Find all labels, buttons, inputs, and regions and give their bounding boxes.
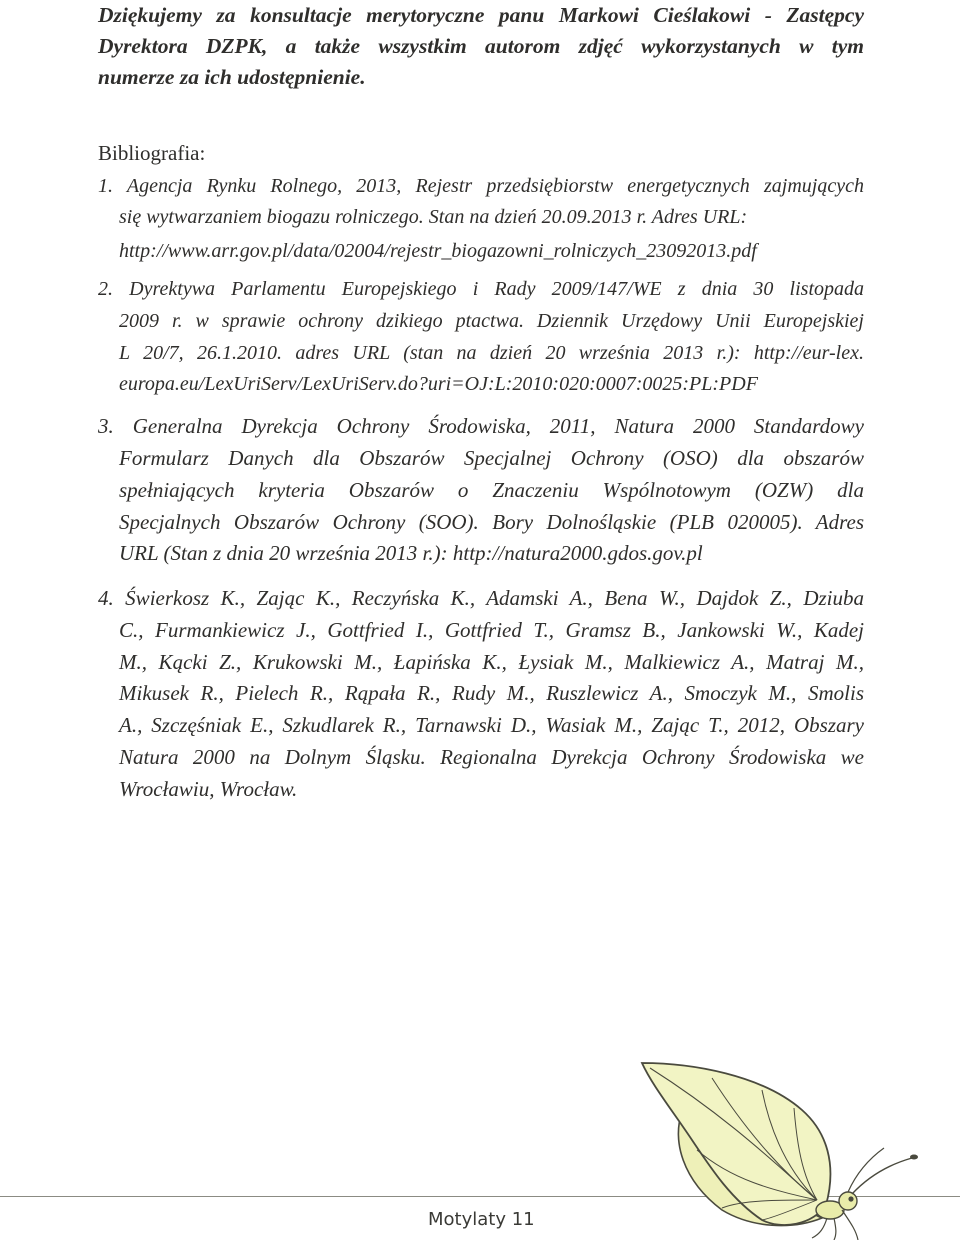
bibliography-entry-1-line: się wytwarzaniem biogazu rolniczego. Stan na dzień 20.09.2013 r. Adres URL: <box>119 206 748 228</box>
butterfly-illustration <box>612 1060 960 1240</box>
bibliography-entry-4-line: 4. Świerkosz K., Zając K., Reczyńska K., Adamski A., Bena W., Dajdok Z., Dziuba <box>98 586 864 610</box>
bibliography-entry-1-url[interactable]: http://www.arr.gov.pl/data/02004/rejestr_biogazowni_rolniczych_23092013.pdf <box>119 240 757 262</box>
bibliography-entry-3-url[interactable]: URL (Stan z dnia 20 września 2013 r.): http://natura2000.gdos.gov.pl <box>119 541 703 565</box>
bibliography-heading: Bibliografia: <box>98 141 206 165</box>
bibliography-entry-3-line: Specjalnych Obszarów Ochrony (SOO). Bory Dolnośląskie (PLB 020005). Adres <box>119 510 864 534</box>
bibliography-entry-1-line: 1. Agencja Rynku Rolnego, 2013, Rejestr przedsiębiorstw energetycznych zajmujących <box>98 175 864 197</box>
footer-page-label: Motylaty 11 <box>428 1209 535 1230</box>
bibliography-entry-4-line: Natura 2000 na Dolnym Śląsku. Regionalna Dyrekcja Ochrony Środowiska we <box>119 745 864 769</box>
bibliography-entry-4-line: C., Furmankiewicz J., Gottfried I., Gottfried T., Gramsz B., Jankowski W., Kadej <box>119 618 864 642</box>
bibliography-entry-2-line: 2009 r. w sprawie ochrony dzikiego ptactwa. Dziennik Urzędowy Unii Europejskiej <box>119 310 864 332</box>
bibliography-entry-2-url[interactable]: europa.eu/LexUriServ/LexUriServ.do?uri=OJ:L:2010:020:0007:0025:PL:PDF <box>119 373 758 395</box>
acknowledgement-line: Dyrektora DZPK, a także wszystkim autorom zdjęć wykorzystanych w tym <box>98 34 864 58</box>
bibliography-entry-2-line: 2. Dyrektywa Parlamentu Europejskiego i Rady 2009/147/WE z dnia 30 listopada <box>98 278 864 300</box>
bibliography-entry-4-line: Wrocławiu, Wrocław. <box>119 777 298 801</box>
bibliography-entry-3-line: Formularz Danych dla Obszarów Specjalnej Ochrony (OSO) dla obszarów <box>119 446 864 470</box>
acknowledgement-line: Dziękujemy za konsultacje merytoryczne panu Markowi Cieślakowi - Zastępcy <box>98 3 864 27</box>
acknowledgement-line: numerze za ich udostępnienie. <box>98 65 366 89</box>
bibliography-entry-2-line: L 20/7, 26.1.2010. adres URL (stan na dzień 20 września 2013 r.): http://eur-lex. <box>119 342 864 364</box>
bibliography-entry-3-line: spełniających kryteria Obszarów o Znaczeniu Wspólnotowym (OZW) dla <box>119 478 864 502</box>
bibliography-entry-3-line: 3. Generalna Dyrekcja Ochrony Środowiska, 2011, Natura 2000 Standardowy <box>98 414 864 438</box>
bibliography-entry-4-line: A., Szczęśniak E., Szkudlarek R., Tarnawski D., Wasiak M., Zając T., 2012, Obszary <box>119 713 864 737</box>
bibliography-entry-4-line: M., Kącki Z., Krukowski M., Łapińska K., Łysiak M., Malkiewicz A., Matraj M., <box>119 650 864 674</box>
bibliography-entry-4-line: Mikusek R., Pielech R., Rąpała R., Rudy M., Ruszlewicz A., Smoczyk M., Smolis <box>119 681 864 705</box>
